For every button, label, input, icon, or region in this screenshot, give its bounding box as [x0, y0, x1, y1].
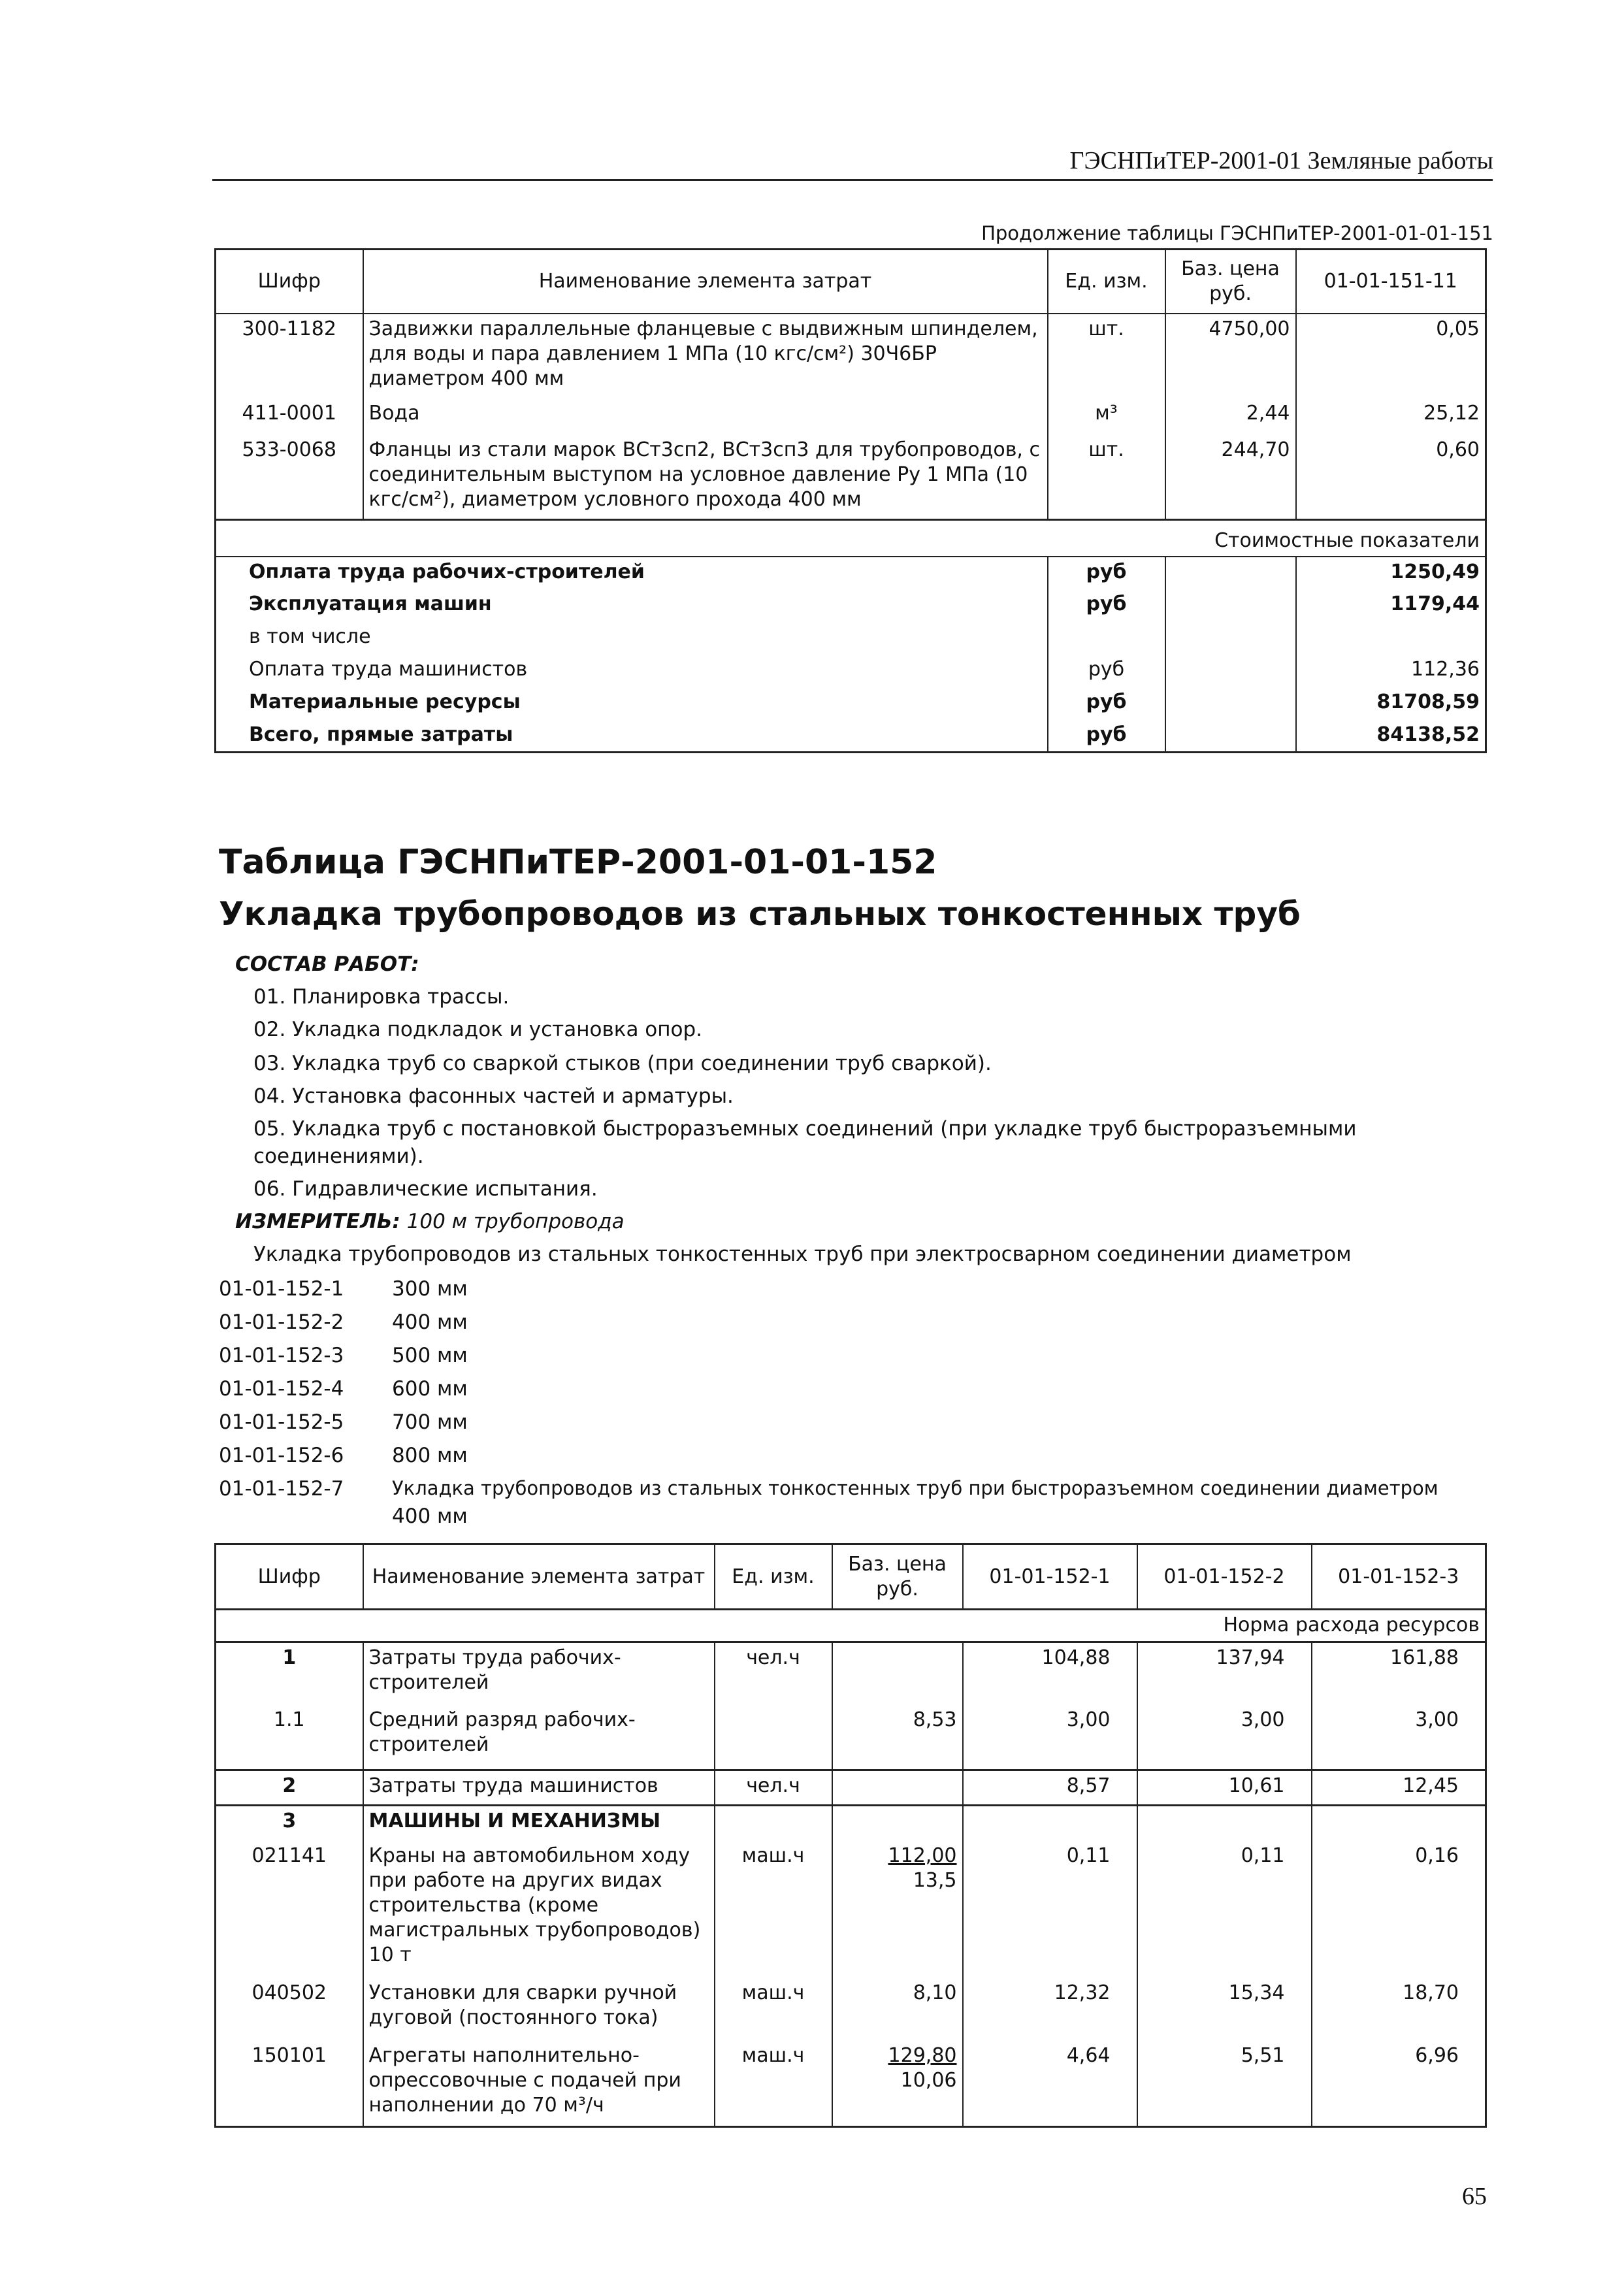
norm-code: 01-01-152-7 — [219, 1477, 344, 1501]
cost-empty — [1165, 687, 1296, 720]
row-v1: 0,11 — [963, 1841, 1137, 1978]
measure-label: ИЗМЕРИТЕЛЬ: — [235, 1210, 400, 1233]
table-row — [216, 1978, 1486, 2041]
work-item: 03. Укладка труб со сваркой стыков (при соединении труб сваркой). — [253, 1052, 992, 1075]
cost-value: 81708,59 — [1296, 687, 1486, 720]
row-v1: 4,64 — [963, 2041, 1137, 2127]
row-name: Установки для сварки ручной дуговой (постоянного тока) — [363, 1978, 715, 2041]
row-v3: 12,45 — [1312, 1770, 1486, 1806]
row-name: Задвижки параллельные фланцевые с выдвижным шпинделем, для воды и пара давлением 1 МПа (10 кгс/см²) 30Ч6БР диаметром 400 мм — [363, 314, 1048, 398]
measure-value: 100 м трубопровода — [406, 1210, 625, 1233]
row-v2: 137,94 — [1137, 1642, 1312, 1705]
row-v3: 0,16 — [1312, 1841, 1486, 1978]
cost-empty — [1165, 589, 1296, 622]
table-row — [216, 1806, 1486, 1841]
row-v1: 3,00 — [963, 1705, 1137, 1770]
row-v3 — [1312, 1806, 1486, 1841]
row-v1: 104,88 — [963, 1642, 1137, 1705]
section-label: Норма расхода ресурсов — [216, 1610, 1486, 1642]
cost-empty — [1165, 622, 1296, 655]
table-subtitle: Укладка трубопроводов из стальных тонкостенных труб — [219, 895, 1301, 933]
row-code: 1 — [216, 1642, 363, 1705]
row-v2: 10,61 — [1137, 1770, 1312, 1806]
table-row — [216, 1770, 1486, 1806]
header-rule — [212, 179, 1493, 181]
row-unit: маш.ч — [715, 1841, 832, 1978]
col-header-v1: 01-01-152-1 — [963, 1544, 1137, 1610]
norm-desc: 600 мм — [392, 1377, 468, 1401]
col-header-code: Шифр — [216, 1544, 363, 1610]
row-value: 25,12 — [1296, 398, 1486, 435]
codes-caption: Укладка трубопроводов из стальных тонкостенных труб при электросварном соединении диаметром — [253, 1243, 1352, 1266]
resource-table-151 — [214, 248, 1487, 753]
norm-code: 01-01-152-3 — [219, 1344, 344, 1367]
row-unit: шт. — [1048, 435, 1165, 520]
row-price: 8,10 — [832, 1978, 963, 2041]
col-header-code: Шифр — [216, 250, 363, 314]
table-row — [216, 1642, 1486, 1705]
running-header: ГЭСНПиТЕР-2001-01 Земляные работы — [1069, 147, 1493, 174]
row-v2: 15,34 — [1137, 1978, 1312, 2041]
cost-label: Эксплуатация машин — [216, 589, 1048, 622]
row-price-cell — [832, 2041, 963, 2127]
row-price — [832, 1770, 963, 1806]
norm-code: 01-01-152-1 — [219, 1277, 344, 1301]
cost-unit: руб — [1048, 557, 1165, 589]
cost-value: 1250,49 — [1296, 557, 1486, 589]
row-code: 021141 — [216, 1841, 363, 1978]
col-header-price: Баз. цена руб. — [832, 1544, 963, 1610]
cost-unit — [1048, 622, 1165, 655]
page-number: 65 — [1462, 2183, 1487, 2210]
row-v1 — [963, 1806, 1137, 1841]
table-header-row — [216, 1544, 1486, 1610]
row-code: 150101 — [216, 2041, 363, 2127]
row-value: 0,60 — [1296, 435, 1486, 520]
table-row — [216, 398, 1486, 435]
measure-line — [235, 1210, 625, 1233]
row-unit: чел.ч — [715, 1770, 832, 1806]
row-unit: м³ — [1048, 398, 1165, 435]
resource-table-152 — [214, 1543, 1487, 2128]
row-code: 411-0001 — [216, 398, 363, 435]
cost-value: 112,36 — [1296, 655, 1486, 687]
row-price-cell — [832, 1841, 963, 1978]
table-row — [216, 435, 1486, 520]
col-header-name: Наименование элемента затрат — [363, 250, 1048, 314]
work-item: 05. Укладка труб с постановкой быстроразъемных соединений (при укладке труб быстроразъемными — [253, 1117, 1357, 1141]
row-price: 2,44 — [1165, 398, 1296, 435]
row-unit: маш.ч — [715, 2041, 832, 2127]
row-v2: 3,00 — [1137, 1705, 1312, 1770]
cost-unit: руб — [1048, 655, 1165, 687]
cost-value — [1296, 622, 1486, 655]
norm-code: 01-01-152-5 — [219, 1410, 344, 1434]
cost-label: Всего, прямые затраты — [216, 720, 1048, 753]
row-code: 040502 — [216, 1978, 363, 2041]
row-name: Фланцы из стали марок ВСт3сп2, ВСт3сп3 для трубопроводов, с соединительным выступом на условное давление Ру 1 МПа (10 кгс/см²), диаметром условного прохода 400 мм — [363, 435, 1048, 520]
norm-code: 01-01-152-4 — [219, 1377, 344, 1401]
table-row — [216, 2041, 1486, 2127]
work-item: 01. Планировка трассы. — [253, 985, 510, 1009]
table-row — [216, 1705, 1486, 1770]
row-code: 3 — [216, 1806, 363, 1841]
col-header-price: Баз. цена руб. — [1165, 250, 1296, 314]
cost-label: в том числе — [216, 622, 1048, 655]
cost-row — [216, 687, 1486, 720]
row-code: 1.1 — [216, 1705, 363, 1770]
col-header-unit: Ед. изм. — [715, 1544, 832, 1610]
row-value: 0,05 — [1296, 314, 1486, 398]
row-unit: маш.ч — [715, 1978, 832, 2041]
row-v2: 5,51 — [1137, 2041, 1312, 2127]
row-unit — [715, 1705, 832, 1770]
row-v3: 18,70 — [1312, 1978, 1486, 2041]
cost-row — [216, 720, 1486, 753]
col-header-v2: 01-01-152-2 — [1137, 1544, 1312, 1610]
cost-row — [216, 589, 1486, 622]
row-price: 112,00 — [888, 1844, 957, 1867]
work-item: 06. Гидравлические испытания. — [253, 1177, 598, 1201]
norm-desc: 500 мм — [392, 1344, 468, 1367]
norm-desc: 700 мм — [392, 1410, 468, 1434]
row-price — [832, 1642, 963, 1705]
cost-row — [216, 557, 1486, 589]
cost-empty — [1165, 557, 1296, 589]
row-price: 244,70 — [1165, 435, 1296, 520]
row-price — [832, 1806, 963, 1841]
row-price: 129,80 — [888, 2043, 957, 2067]
cost-label: Оплата труда рабочих-строителей — [216, 557, 1048, 589]
section-label-row — [216, 520, 1486, 557]
cost-label: Материальные ресурсы — [216, 687, 1048, 720]
norm-code: 01-01-152-6 — [219, 1444, 344, 1467]
row-price: 8,53 — [832, 1705, 963, 1770]
row-v2: 0,11 — [1137, 1841, 1312, 1978]
table-row — [216, 1841, 1486, 1978]
work-item: 02. Укладка подкладок и установка опор. — [253, 1018, 703, 1041]
cost-row — [216, 622, 1486, 655]
cost-unit: руб — [1048, 687, 1165, 720]
row-v3: 3,00 — [1312, 1705, 1486, 1770]
row-name: Агрегаты наполнительно-опрессовочные с подачей при наполнении до 70 м³/ч — [363, 2041, 715, 2127]
norm-desc: Укладка трубопроводов из стальных тонкостенных труб при быстроразъемном соединении диаметром — [392, 1477, 1438, 1499]
row-name: Средний разряд рабочих-строителей — [363, 1705, 715, 1770]
row-price: 4750,00 — [1165, 314, 1296, 398]
cost-value: 1179,44 — [1296, 589, 1486, 622]
row-v3: 6,96 — [1312, 2041, 1486, 2127]
row-v1: 8,57 — [963, 1770, 1137, 1806]
row-unit: чел.ч — [715, 1642, 832, 1705]
composition-label: СОСТАВ РАБОТ: — [235, 952, 419, 976]
cost-empty — [1165, 720, 1296, 753]
row-name: Затраты труда машинистов — [363, 1770, 715, 1806]
row-v2 — [1137, 1806, 1312, 1841]
cost-unit: руб — [1048, 589, 1165, 622]
section-label: Стоимостные показатели — [216, 520, 1486, 557]
cost-value: 84138,52 — [1296, 720, 1486, 753]
row-name: Вода — [363, 398, 1048, 435]
cost-empty — [1165, 655, 1296, 687]
row-code: 2 — [216, 1770, 363, 1806]
norm-desc: 800 мм — [392, 1444, 468, 1467]
table-row — [216, 314, 1486, 398]
row-v3: 161,88 — [1312, 1642, 1486, 1705]
row-unit: шт. — [1048, 314, 1165, 398]
norm-desc: 400 мм — [392, 1310, 468, 1334]
col-header-unit: Ед. изм. — [1048, 250, 1165, 314]
row-code: 300-1182 — [216, 314, 363, 398]
section-label-row — [216, 1610, 1486, 1642]
col-header-v3: 01-01-152-3 — [1312, 1544, 1486, 1610]
cost-unit: руб — [1048, 720, 1165, 753]
work-item: 04. Установка фасонных частей и арматуры. — [253, 1084, 734, 1108]
row-name: Затраты труда рабочих-строителей — [363, 1642, 715, 1705]
norm-desc-cont: 400 мм — [392, 1504, 468, 1528]
row-name: Краны на автомобильном ходу при работе на других видах строительства (кроме магистральных трубопроводов) 10 т — [363, 1841, 715, 1978]
cost-row — [216, 655, 1486, 687]
row-price-secondary: 10,06 — [900, 2068, 957, 2092]
row-price-secondary: 13,5 — [913, 1868, 957, 1892]
row-unit — [715, 1806, 832, 1841]
col-header-name: Наименование элемента затрат — [363, 1544, 715, 1610]
row-name: МАШИНЫ И МЕХАНИЗМЫ — [363, 1806, 715, 1841]
row-code: 533-0068 — [216, 435, 363, 520]
norm-desc: 300 мм — [392, 1277, 468, 1301]
cost-label: Оплата труда машинистов — [216, 655, 1048, 687]
row-v1: 12,32 — [963, 1978, 1137, 2041]
col-header-value: 01-01-151-11 — [1296, 250, 1486, 314]
table-continuation-label: Продолжение таблицы ГЭСНПиТЕР-2001-01-01-151 — [981, 222, 1493, 244]
table-title: Таблица ГЭСНПиТЕР-2001-01-01-152 — [219, 843, 937, 882]
norm-code: 01-01-152-2 — [219, 1310, 344, 1334]
table-header-row — [216, 250, 1486, 314]
work-item: соединениями). — [253, 1145, 424, 1168]
